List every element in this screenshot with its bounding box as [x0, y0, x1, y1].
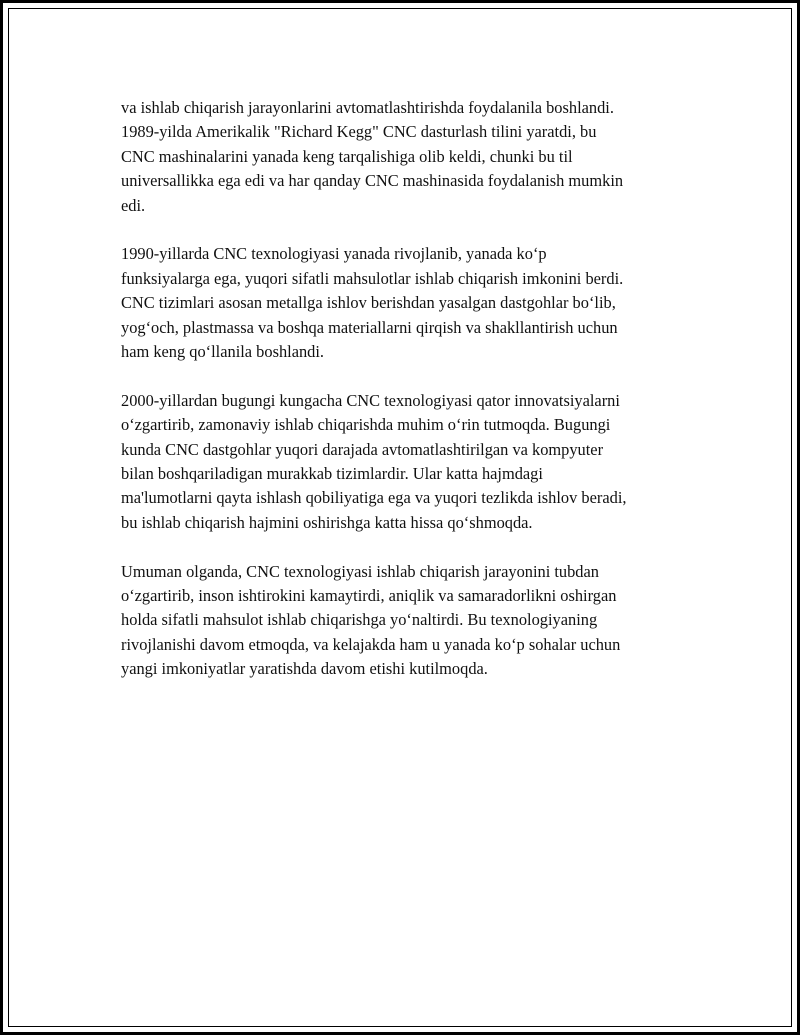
document-body — [121, 96, 706, 706]
paragraph-2: 1990-yillarda CNC texnologiyasi yanada rivojlanib, yanada koʻp funksiyalarga ega, yuqori sifatli mahsulotlar ishlab chiqarish imkonini berdi. CNC tizimlari asosan metallga ishlov berishdan yasalgan dastgohlar boʻlib, yogʻoch, plastmassa va boshqa materiallarni qirqish va shakllantirish uchun ham keng qoʻllanila boshlandi. — [121, 244, 624, 362]
paragraph-1: va ishlab chiqarish jarayonlarini avtomatlashtirishda foydalanila boshlandi. 1989-yilda Amerikalik "Richard Kegg" CNC dasturlash tilini yaratdi, bu CNC mashinalarini yanada keng tarqalishiga olib keldi, chunki bu til universallikka ega edi va har qanday CNC mashinasida foydalanish mumkin edi. — [121, 98, 624, 215]
paragraph-4: Umuman olganda, CNC texnologiyasi ishlab chiqarish jarayonini tubdan oʻzgartirib, inson ishtirokini kamaytirdi, aniqlik va samaradorlikni oshirgan holda sifatli mahsulot ishlab chiqarishga yoʻnaltirdi. Bu texnologiyaning rivojlanishi davom etmoqda, va kelajakda ham u yanada koʻp sohalar uchun yangi imkoniyatlar yaratishda davom etishi kutilmoqda. — [121, 561, 621, 679]
paragraph-3: 2000-yillardan bugungi kungacha CNC texnologiyasi qator innovatsiyalarni oʻzgartirib, zamonaviy ishlab chiqarishda muhim oʻrin tutmoqda. Bugungi kunda CNC dastgohlar yuqori darajada avtomatlashtirilgan va kompyuter bilan boshqariladigan murakkab tizimlardir. Ular katta hajmdagi ma'lumotlarni qayta ishlash qobiliyatiga ega va yuqori tezlikda ishlov beradi, bu ishlab chiqarish hajmini oshirishga katta hissa qoʻshmoqda. — [121, 390, 627, 532]
